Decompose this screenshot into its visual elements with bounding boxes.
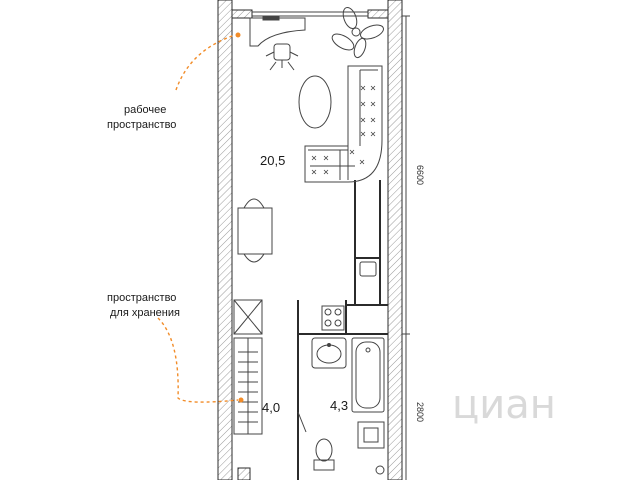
window-top [252, 12, 368, 16]
stove [322, 306, 344, 330]
label-storage-line2: для хранения [110, 307, 180, 319]
corner-sofa [305, 66, 382, 182]
area-main-room: 20,5 [260, 153, 286, 168]
label-storage-line1: пространство [107, 292, 177, 304]
drain [376, 466, 384, 474]
washing-machine [358, 422, 384, 448]
label-workspace-line1: рабочее [124, 104, 167, 116]
area-hallway: 4,0 [262, 400, 281, 415]
dining-table [238, 199, 272, 262]
bath-sink [312, 338, 346, 368]
office-chair [266, 44, 298, 70]
kitchen-sink [360, 262, 376, 276]
dimension-lines [402, 16, 410, 480]
dimension-bath-length: 2800 [415, 401, 425, 423]
bathtub [352, 338, 384, 412]
toilet [314, 439, 334, 470]
wardrobe [234, 300, 262, 434]
exterior-walls [218, 0, 402, 480]
desk [250, 16, 305, 46]
area-bathroom: 4,3 [330, 398, 349, 413]
dimension-room-length: 6600 [415, 164, 425, 186]
oval-table [299, 76, 331, 128]
sofa-tufting [312, 86, 375, 174]
label-workspace-line2: пространство [107, 119, 177, 131]
bathroom-door [298, 412, 306, 432]
watermark: циан [452, 382, 556, 428]
callout-dots [236, 33, 244, 403]
